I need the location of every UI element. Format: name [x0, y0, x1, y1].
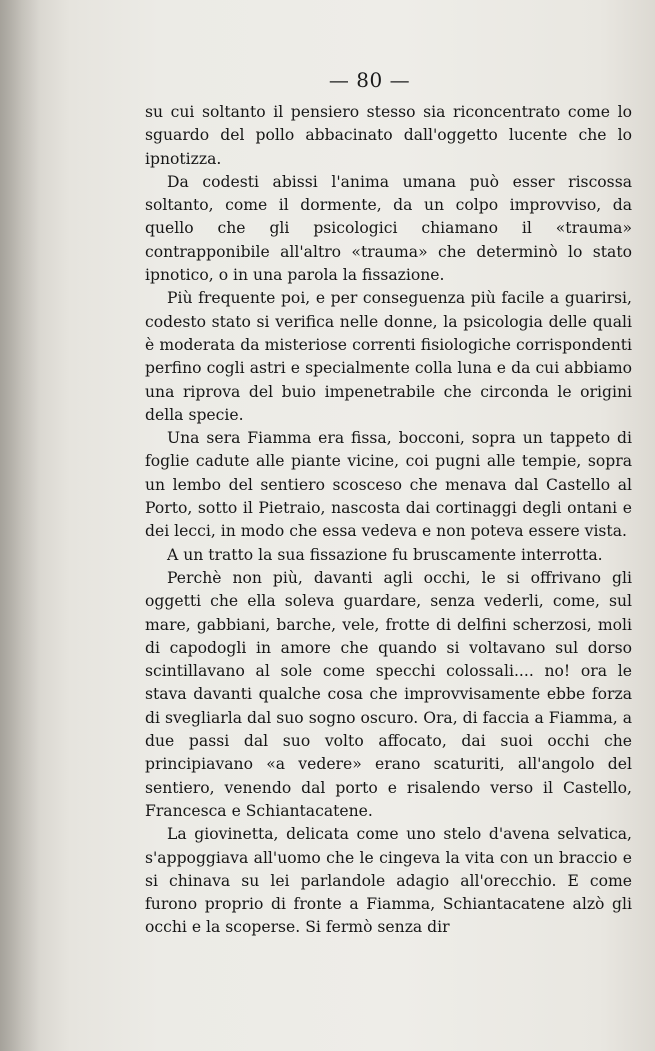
paragraph: La giovinetta, delicata come uno stelo d'avena selvatica, s'appoggiava all'uomo che le cingeva la vita con un braccio e si chinava su lei parlandole adagio all'orecchio. E come furono proprio di fronte a Fiamma, Schiantacatene alzò gli occhi e la scoperse. Si fermò senza dir: [145, 825, 632, 937]
paragraph-continuation: su cui soltanto il pensiero stesso sia riconcentrato come lo sguardo del pollo abbacinato dall'oggetto lucente che lo ipnotizza.: [145, 103, 632, 168]
paragraph: A un tratto la sua fissazione fu bruscamente interrotta.: [167, 545, 603, 564]
paragraph: Perchè non più, davanti agli occhi, le si offrivano gli oggetti che ella soleva guardare, senza vederli, come, sul mare, gabbiani, barche, vele, frotte di delfini scherzosi, moli di capodogli in amore che quando si voltavano sul dorso scintillavano al sole come specchi colossali.... no! ora le stava davanti qualche cosa che improvvisamente ebbe forza di svegliarla dal suo sogno oscuro. Ora, di faccia a Fiamma, a due passi dal suo volto affocato, dai suoi occhi che principiavano «a vedere» erano scaturiti, all'angolo del sentiero, venendo dal porto e risalendo verso il Castello, Francesca e Schiantacatene.: [145, 568, 632, 820]
paragraph: Una sera Fiamma era fissa, bocconi, sopra un tappeto di foglie cadute alle piante vicine, coi pugni alle tempie, sopra un lembo del sentiero scosceso che menava dal Castello al Porto, sotto il Pietraio, nascosta dai cortinaggi degli ontani e dei lecci, in modo che essa vedeva e non poteva essere vista.: [145, 429, 632, 541]
paragraph: Più frequente poi, e per conseguenza più facile a guarirsi, codesto stato si verifica nelle donne, la psicologia delle quali è moderata da misteriose correnti fisiologiche corrispondenti perfino cogli astri e specialmente colla luna e da cui abbiamo una riprova del buio impenetrabile che circonda le origini della specie.: [145, 289, 632, 424]
page-gutter-shadow: [0, 0, 40, 1051]
page-number: — 80 —: [328, 68, 411, 92]
body-text: [145, 101, 632, 940]
paragraph: Da codesti abissi l'anima umana può esser riscossa soltanto, come il dormente, da un colpo improvviso, da quello che gli psicologici chiamano il «trauma» contrapponibile all'altro «trauma» che determinò lo stato ipnotico, o in una parola la fissazione.: [145, 172, 632, 285]
